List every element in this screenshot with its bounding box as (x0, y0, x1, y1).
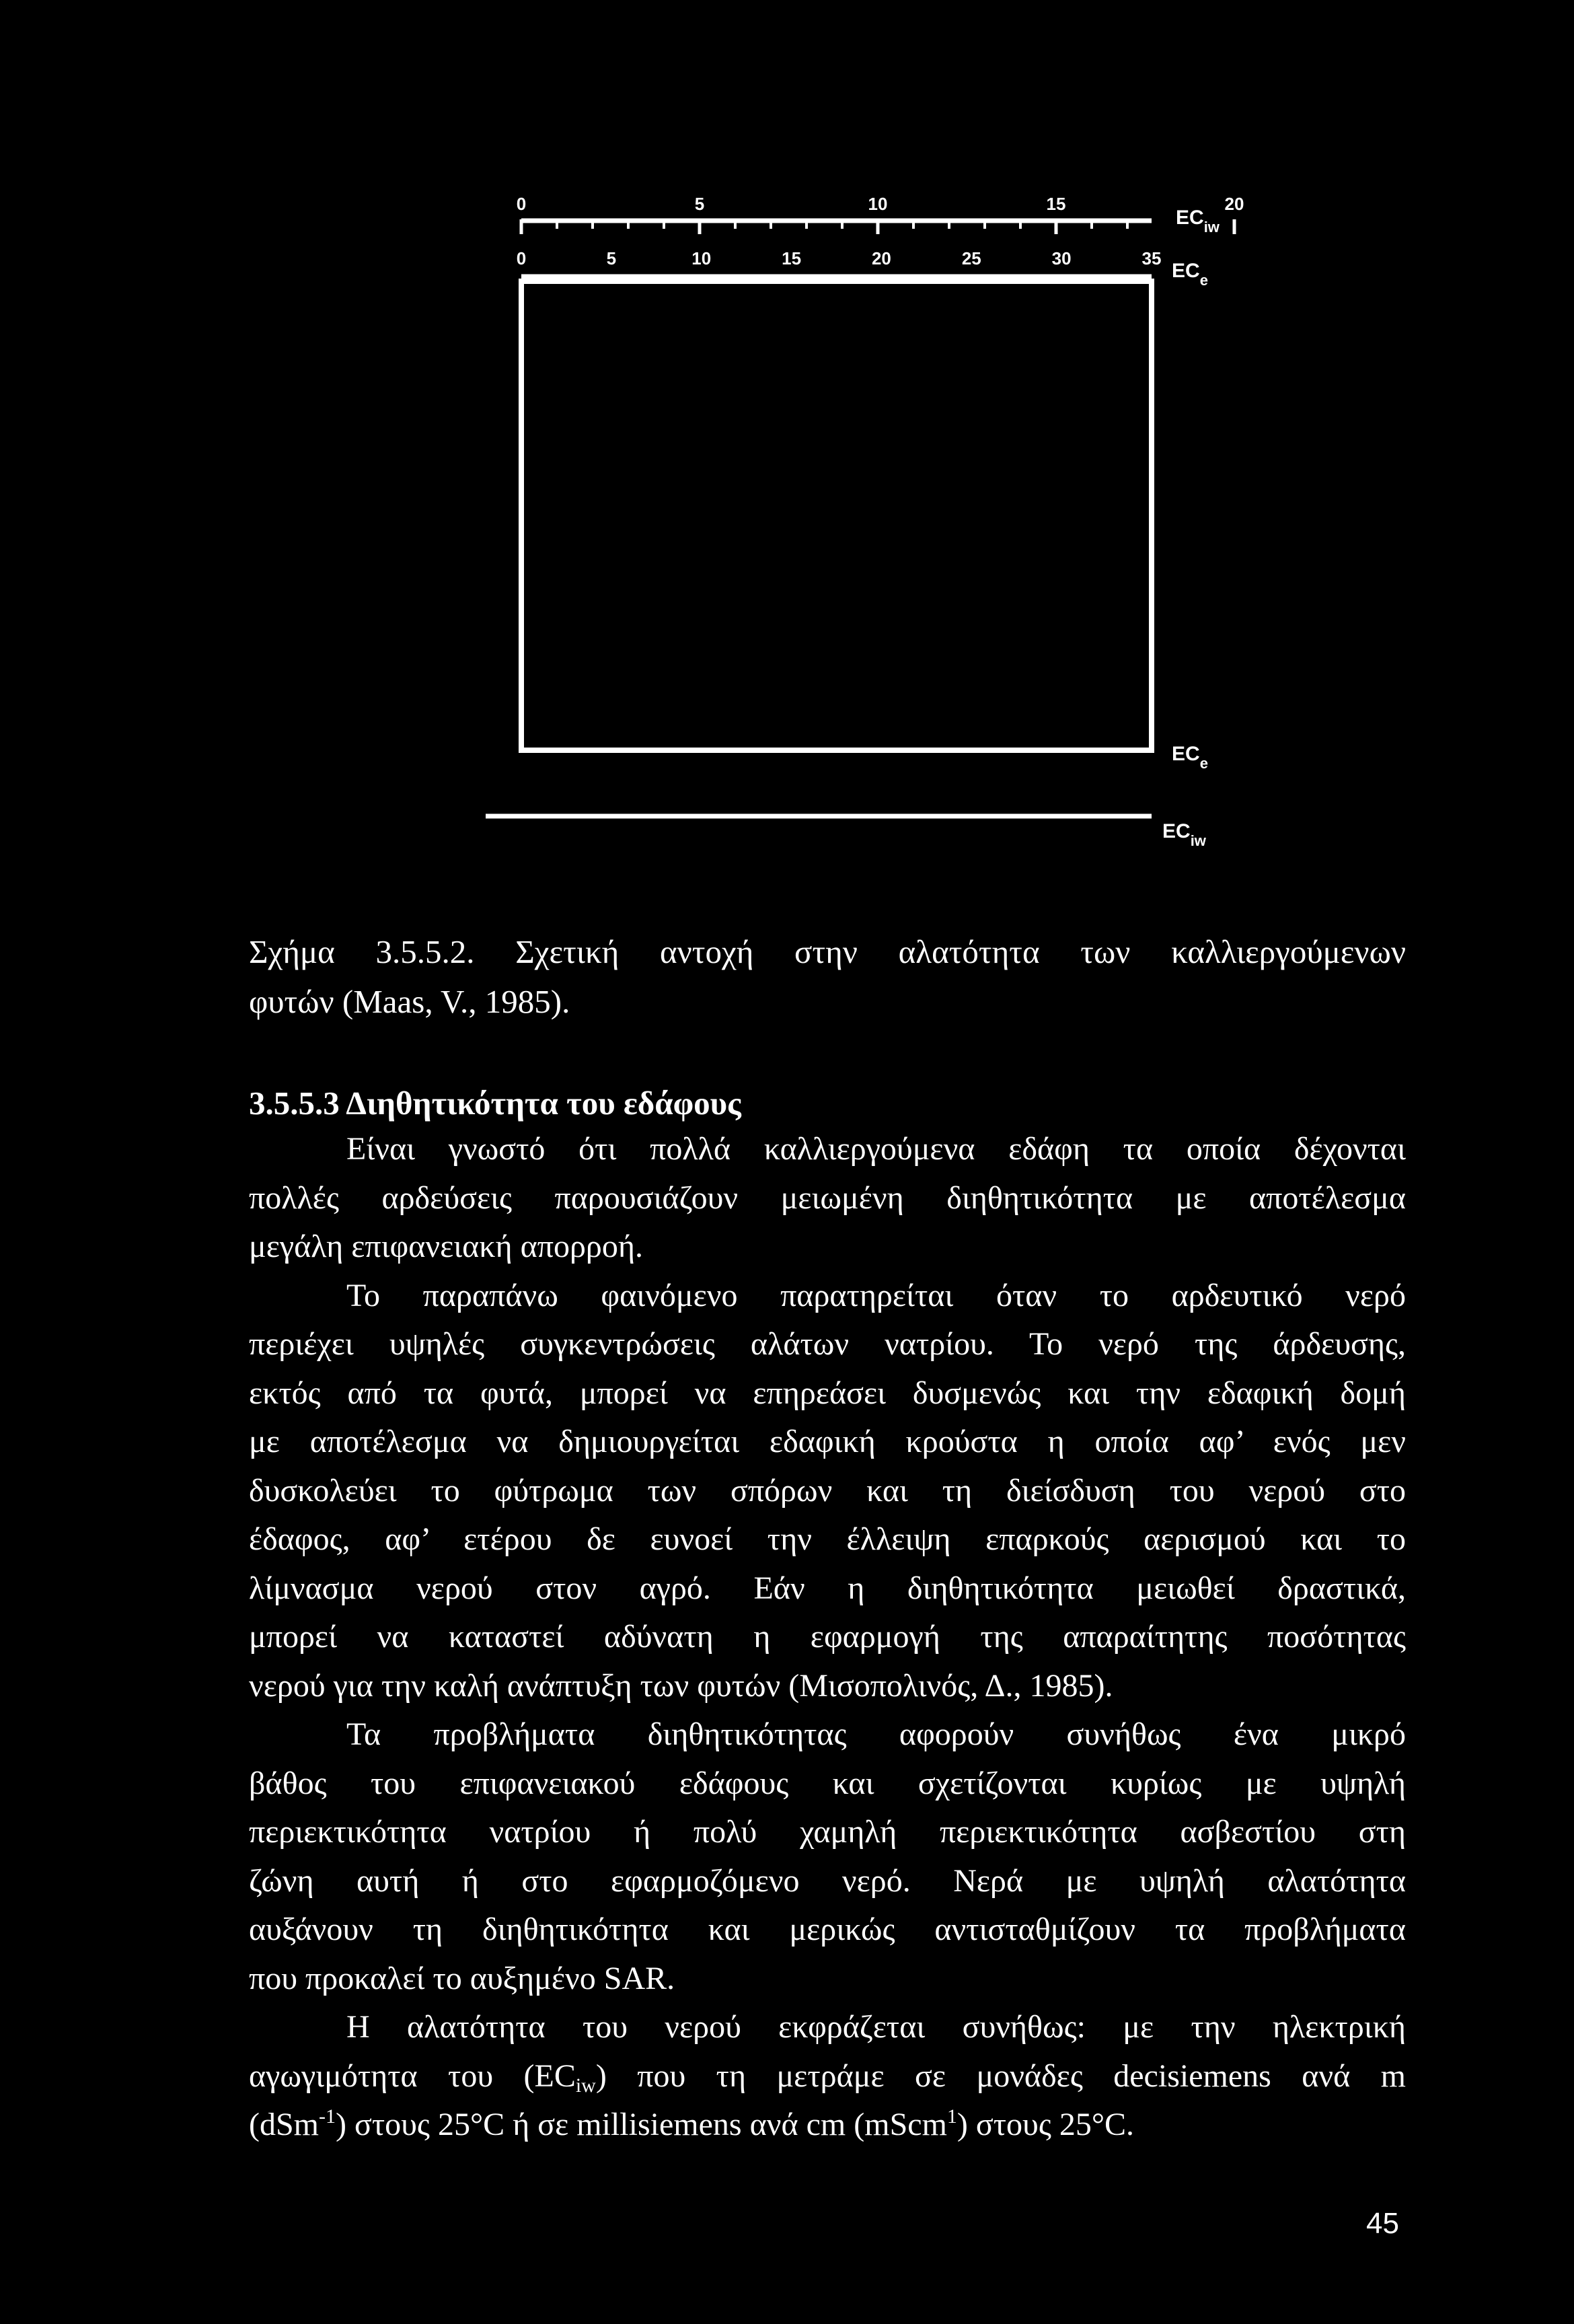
p2-line-1: Το παραπάνω φαινόμενο παρατηρείται όταν το αρδευτικό νερό (346, 1277, 1406, 1313)
page-number: 45 (1366, 2207, 1399, 2240)
p2-line-9: νερού για την καλή ανάπτυξη των φυτών (Μισοπολινός, Δ., 1985). (249, 1667, 1113, 1704)
bottom-scale-tick-label: 0 (516, 248, 527, 268)
bottom-scale-tick-label: 25 (961, 248, 981, 268)
p2-line-5: δυσκολεύει το φύτρωμα των σπόρων και τη διείσδυση του νερού στο (249, 1472, 1406, 1509)
p3-line-4: ζώνη αυτή ή στο εφαρμοζόμενο νερό. Νερά με υψηλή αλατότητα (249, 1862, 1406, 1899)
legend-ece-label: $EC_e$ (1172, 743, 1208, 772)
top-scale-tick-label: 15 (1046, 194, 1066, 214)
plot-frame (521, 281, 1152, 750)
top-scale-tick-labels (517, 194, 1244, 214)
p3-line-1: Τα προβλήματα διηθητικότητας αφορούν συνήθως ένα μικρό (346, 1716, 1406, 1752)
caption-line-1: Σχήμα 3.5.5.2. Σχετική αντοχή στην αλατότητα των καλλιεργούμενων (249, 933, 1406, 970)
p3-line-3: περιεκτικότητα νατρίου ή πολύ χαμηλή περιεκτικότητα ασβεστίου στη (249, 1814, 1406, 1850)
top-scale-tick-label: 20 (1224, 194, 1244, 214)
p2-line-4: με αποτέλεσμα να δημιουργείται εδαφική κρούστα η οποία αφ’ ενός μεν (249, 1424, 1406, 1459)
p2-line-7: λίμνασμα νερού στον αγρό. Εάν η διηθητικότητα μειωθεί δραστικά, (249, 1570, 1406, 1606)
p4-line-3-sup: -1 (319, 2105, 336, 2128)
p4-line-2-sub: iw (575, 2074, 596, 2097)
p2-line-2: περιέχει υψηλές συγκεντρώσεις αλάτων νατρίου. Το νερό της άρδευσης, (249, 1326, 1406, 1362)
p4-line-2-b: ) που τη μετράμε σε μονάδες decisiemens ανά m (595, 2058, 1406, 2094)
bottom-scale-tick-label: 15 (782, 248, 802, 268)
bottom-scale-tick-label: 5 (606, 248, 617, 268)
bottom-scale-tick-labels (517, 248, 1162, 268)
body-text (249, 1125, 1406, 2150)
top-scale-label: $EC_{iw}$ (1176, 207, 1220, 235)
p4-line-3-a: (dSm (249, 2107, 320, 2142)
bottom-scale-tick-label: 30 (1051, 248, 1072, 268)
top-scale-tick-label: 10 (868, 194, 888, 214)
p4-line-3-b: ) στους 25°C ή σε millisiemens ανά cm (mScm (336, 2107, 947, 2142)
figure-caption (249, 927, 1406, 1027)
section-heading: 3.5.5.3 Διηθητικότητα του εδάφους (249, 1085, 741, 1122)
bottom-scale-tick-label: 20 (871, 248, 891, 268)
top-scale-minor-ticks (521, 219, 1234, 234)
p3-line-6: που προκαλεί το αυξημένο SAR. (249, 1960, 675, 1996)
p2-line-3: εκτός από τα φυτά, μπορεί να επηρεάσει δυσμενώς και την εδαφική δομή (249, 1375, 1406, 1411)
bottom-scale-tick-label: 10 (691, 248, 712, 268)
p4-line-3 (249, 2101, 1406, 2150)
p4-line-3-c: ) στους 25°C. (957, 2107, 1135, 2142)
p4-line-2 (249, 2052, 1406, 2101)
p1-line-3: μεγάλη επιφανειακή απορροή. (249, 1229, 643, 1264)
legend-eciw-label: $EC_{iw}$ (1162, 820, 1206, 849)
bottom-scale-label: $EC_e$ (1172, 260, 1208, 289)
top-scale-tick-label: 5 (694, 194, 705, 214)
p4-line-3-sup2: 1 (946, 2105, 957, 2128)
top-scale-tick-label: 0 (516, 194, 527, 214)
p4-line-2-a: αγωγιμότητα του (EC (249, 2058, 576, 2094)
p2-line-6: έδαφος, αφ’ ετέρου δε ευνοεί την έλλειψη επαρκούς αερισμού και το (249, 1521, 1406, 1557)
caption-line-2: φυτών (Maas, V., 1985). (249, 983, 570, 1020)
p3-line-2: βάθος του επιφανειακού εδάφους και σχετίζονται κυρίως με υψηλή (249, 1765, 1406, 1801)
p1-line-2: πολλές αρδεύσεις παρουσιάζουν μειωμένη διηθητικότητα με αποτέλεσμα (249, 1179, 1406, 1216)
p1-line-1: Είναι γνωστό ότι πολλά καλλιεργούμενα εδάφη τα οποία δέχονται (346, 1131, 1406, 1167)
p3-line-5: αυξάνουν τη διηθητικότητα και μερικώς αντισταθμίζουν τα προβλήματα (249, 1912, 1406, 1947)
bottom-scale-tick-label: 35 (1141, 248, 1162, 268)
p2-line-8: μπορεί να καταστεί αδύνατη η εφαρμογή της απαραίτητης ποσότητας (249, 1619, 1406, 1655)
p4-line-1: Η αλατότητα του νερού εκφράζεται συνήθως: με την ηλεκτρική (346, 2009, 1406, 2045)
salinity-tolerance-figure (0, 0, 1574, 895)
